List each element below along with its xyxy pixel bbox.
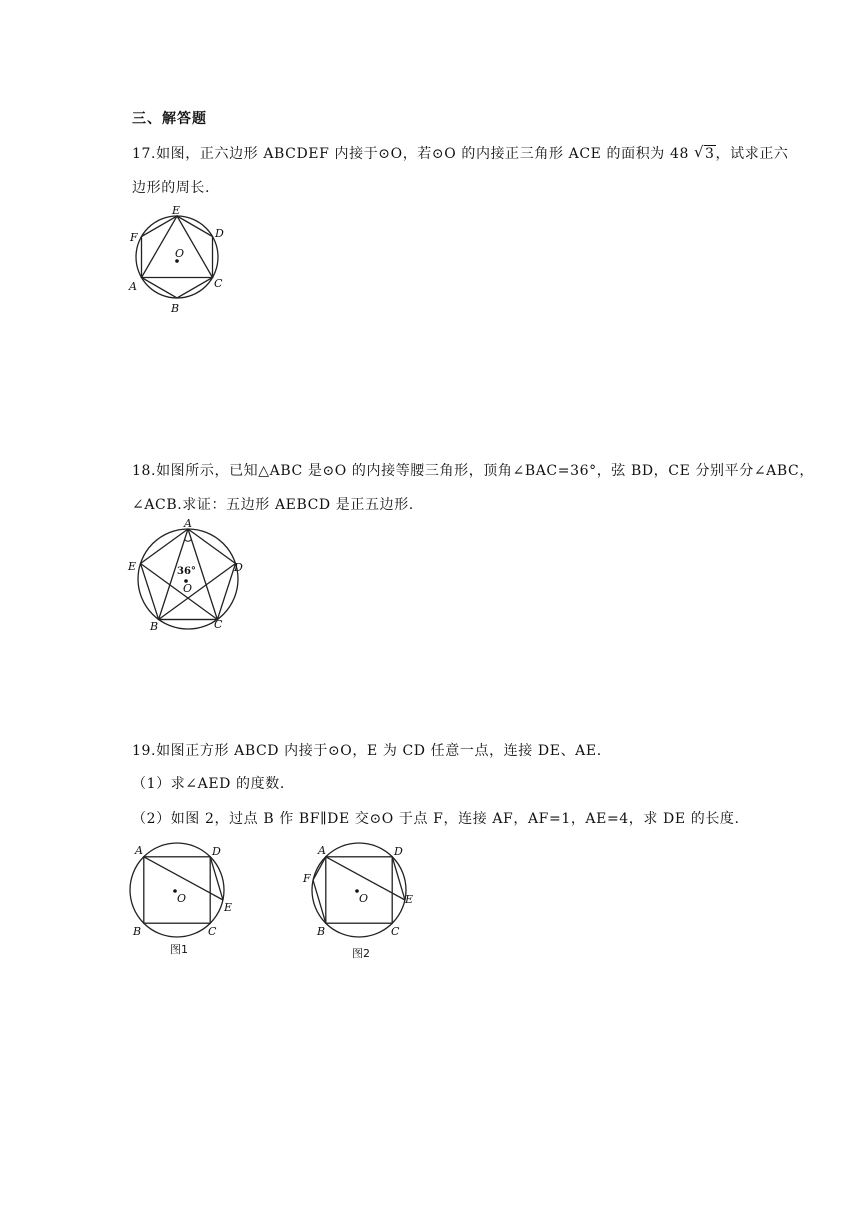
q18-line1: 18.如图所示，已知△ABC 是⊙O 的内接等腰三角形，顶角∠BAC=36°，弦 BD，CE 分别平分∠ABC， bbox=[132, 463, 814, 479]
angle-label: 36° bbox=[177, 566, 196, 577]
label-a: A bbox=[318, 844, 326, 857]
label-b: B bbox=[171, 302, 180, 315]
label-c: C bbox=[214, 277, 223, 290]
sqrt-symbol bbox=[694, 143, 716, 165]
section-title: 三、解答题 bbox=[132, 111, 207, 127]
label-o: O bbox=[175, 247, 185, 260]
label-d: D bbox=[234, 561, 243, 574]
q17-line2: 边形的周长. bbox=[132, 180, 211, 196]
label-e: E bbox=[128, 560, 137, 573]
hexagon-figure bbox=[125, 200, 235, 320]
label-a: A bbox=[129, 280, 137, 293]
q19-part2: （2）如图 2，过点 B 作 BF∥DE 交⊙O 于点 F，连接 AF，AF=1，AE=4，求 DE 的长度. bbox=[132, 811, 740, 827]
label-d: D bbox=[215, 227, 224, 240]
label-d: D bbox=[212, 845, 221, 858]
label-c: C bbox=[208, 925, 217, 938]
square-abcd bbox=[144, 857, 210, 923]
label-e: E bbox=[172, 204, 181, 217]
segment-bf bbox=[313, 880, 326, 923]
figure-2-caption: 图2 bbox=[352, 947, 370, 960]
label-d: D bbox=[394, 845, 403, 858]
label-a: A bbox=[184, 517, 192, 530]
q17-line1: 17.如图，正六边形 ABCDEF 内接于⊙O，若⊙O 的内接正三角形 ACE 的面积为 48 √ 3，试求正六 bbox=[132, 143, 789, 165]
label-a: A bbox=[135, 844, 143, 857]
chord-bd bbox=[159, 564, 236, 620]
q19-part1: （1）求∠AED 的度数. bbox=[132, 776, 285, 792]
label-b: B bbox=[150, 620, 159, 633]
pentagon-figure bbox=[125, 517, 255, 635]
label-e: E bbox=[405, 893, 414, 906]
label-b: B bbox=[317, 925, 326, 938]
q19-line1: 19.如图正方形 ABCD 内接于⊙O，E 为 CD 任意一点，连接 DE、AE. bbox=[132, 743, 602, 759]
label-f: F bbox=[130, 231, 138, 244]
q18-line2: ∠ACB.求证：五边形 AEBCD 是正五边形. bbox=[132, 497, 414, 513]
label-o: O bbox=[183, 582, 193, 595]
circle-o bbox=[138, 529, 238, 629]
label-c: C bbox=[391, 925, 400, 938]
figure-1 bbox=[120, 838, 245, 963]
segment-af bbox=[313, 857, 326, 880]
label-o: O bbox=[359, 892, 369, 905]
label-f: F bbox=[303, 872, 311, 885]
label-c: C bbox=[214, 618, 223, 631]
sqrt-value: 3 bbox=[705, 146, 715, 162]
figure-2 bbox=[300, 838, 425, 966]
label-b: B bbox=[133, 925, 142, 938]
square-abcd bbox=[326, 857, 392, 923]
figure-1-caption: 图1 bbox=[170, 943, 188, 956]
label-o: O bbox=[177, 892, 187, 905]
angle-arc bbox=[185, 540, 192, 542]
label-e: E bbox=[224, 901, 233, 914]
